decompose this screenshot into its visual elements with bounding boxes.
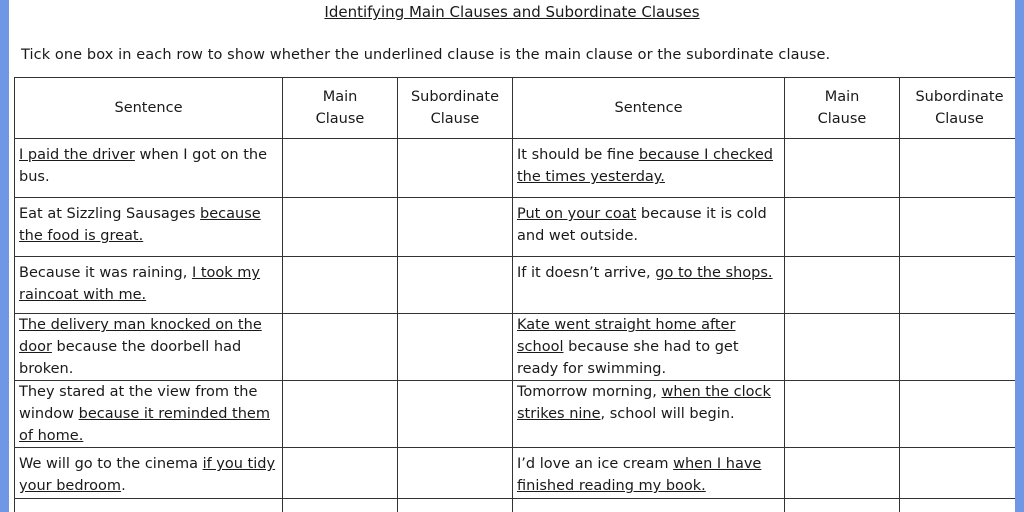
underlined-clause: because I checked the times yesterday. — [517, 147, 774, 185]
main-clause-header-left: Main Clause — [283, 78, 398, 139]
subordinate-clause-tick-box[interactable] — [900, 139, 1020, 198]
main-clause-tick-box[interactable] — [283, 314, 398, 381]
underlined-clause: because it reminded them of home. — [19, 406, 270, 444]
subordinate-clause-tick-box[interactable] — [398, 499, 513, 512]
underlined-clause: if you tidy your bedroom — [19, 456, 276, 494]
right-sentence-cell — [513, 257, 785, 314]
left-sentence-cell — [15, 381, 283, 448]
right-sentence-cell — [513, 448, 785, 499]
sentence-header-right: Sentence — [513, 78, 785, 139]
subordinate-clause-tick-box[interactable] — [398, 314, 513, 381]
left-sentence-cell — [15, 314, 283, 381]
sentence-text: when I got on the bus. — [19, 147, 267, 185]
left-sentence-cell — [15, 499, 283, 512]
main-clause-tick-box[interactable] — [283, 381, 398, 448]
underlined-clause: when I have finished reading my book. — [517, 456, 762, 494]
main-clause-tick-box[interactable] — [785, 139, 900, 198]
main-clause-tick-box[interactable] — [283, 139, 398, 198]
table-row — [15, 381, 1020, 448]
right-sentence-cell — [513, 198, 785, 257]
underlined-clause: because the food is great. — [19, 206, 261, 244]
clause-table — [14, 77, 1020, 512]
sentence-header-left: Sentence — [15, 78, 283, 139]
underlined-clause: go to the shops. — [655, 265, 773, 281]
right-sentence-cell — [513, 499, 785, 512]
sentence-text: because it is cold and wet outside. — [517, 206, 767, 244]
subordinate-clause-tick-box[interactable] — [398, 381, 513, 448]
sentence-text: Tomorrow morning, — [517, 384, 662, 400]
right-sentence-cell — [513, 139, 785, 198]
underlined-clause: I took my raincoat with me. — [19, 265, 260, 303]
underlined-clause: Kate went straight home after school — [517, 317, 736, 355]
subordinate-clause-tick-box[interactable] — [900, 381, 1020, 448]
sentence-text: , school will begin. — [600, 406, 735, 422]
sentence-text: If it doesn’t arrive, — [517, 265, 656, 281]
subordinate-clause-tick-box[interactable] — [900, 499, 1020, 512]
table-row — [15, 198, 1020, 257]
subordinate-clause-tick-box[interactable] — [900, 198, 1020, 257]
subordinate-clause-tick-box[interactable] — [398, 257, 513, 314]
subordinate-clause-tick-box[interactable] — [900, 257, 1020, 314]
subordinate-clause-header-right: Subordinate Clause — [900, 78, 1020, 139]
main-clause-tick-box[interactable] — [283, 499, 398, 512]
main-clause-tick-box[interactable] — [785, 499, 900, 512]
subordinate-clause-tick-box[interactable] — [398, 139, 513, 198]
worksheet-title: Identifying Main Clauses and Subordinate Clauses — [324, 3, 700, 21]
table-row — [15, 314, 1020, 381]
main-clause-tick-box[interactable] — [785, 381, 900, 448]
subordinate-clause-tick-box[interactable] — [398, 448, 513, 499]
main-clause-tick-box[interactable] — [283, 198, 398, 257]
left-sentence-cell — [15, 257, 283, 314]
sentence-text: because the doorbell had broken. — [19, 339, 242, 377]
sentence-text: . — [121, 478, 126, 494]
instructions-text: Tick one box in each row to show whether the underlined clause is the main clause or the subordinate clause. — [21, 47, 831, 63]
sentence-text: Because it was raining, — [19, 265, 192, 281]
subordinate-clause-tick-box[interactable] — [900, 314, 1020, 381]
left-sentence-cell — [15, 198, 283, 257]
main-clause-tick-box[interactable] — [283, 257, 398, 314]
subordinate-clause-header-left: Subordinate Clause — [398, 78, 513, 139]
right-sentence-cell — [513, 314, 785, 381]
left-sentence-cell — [15, 139, 283, 198]
main-clause-tick-box[interactable] — [283, 448, 398, 499]
table-row — [15, 499, 1020, 512]
subordinate-clause-tick-box[interactable] — [900, 448, 1020, 499]
main-clause-tick-box[interactable] — [785, 448, 900, 499]
sentence-text: It should be fine — [517, 147, 639, 163]
underlined-clause: Put on your coat — [517, 206, 637, 222]
table-row — [15, 448, 1020, 499]
header-row — [15, 78, 1020, 139]
sentence-text: We will go to the cinema — [19, 456, 203, 472]
underlined-clause: when the clock strikes nine — [517, 384, 771, 422]
sentence-text: Eat at Sizzling Sausages — [19, 206, 201, 222]
main-clause-tick-box[interactable] — [785, 198, 900, 257]
underlined-clause: I paid the driver — [19, 147, 135, 163]
left-sentence-cell — [15, 448, 283, 499]
table-row — [15, 139, 1020, 198]
sentence-text: They stared at the view from the window — [19, 384, 258, 422]
subordinate-clause-tick-box[interactable] — [398, 198, 513, 257]
table-row — [15, 257, 1020, 314]
sentence-text: because she had to get ready for swimming. — [517, 339, 739, 377]
sentence-text: I’d love an ice cream — [517, 456, 674, 472]
main-clause-header-right: Main Clause — [785, 78, 900, 139]
main-clause-tick-box[interactable] — [785, 257, 900, 314]
right-sentence-cell — [513, 381, 785, 448]
underlined-clause: The delivery man knocked on the door — [19, 317, 262, 355]
main-clause-tick-box[interactable] — [785, 314, 900, 381]
